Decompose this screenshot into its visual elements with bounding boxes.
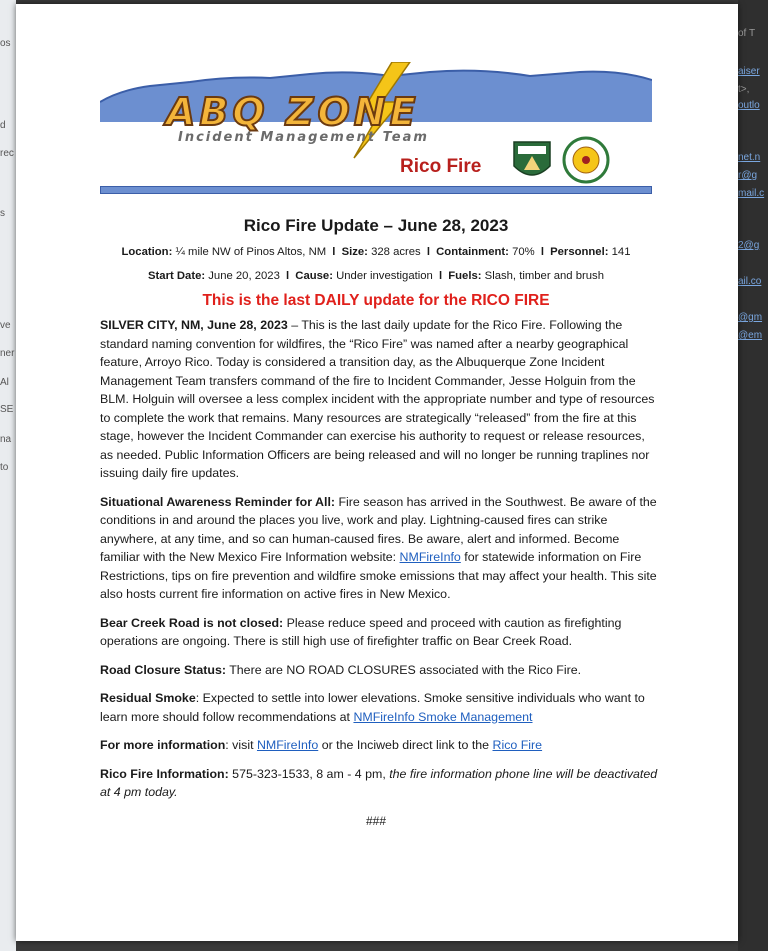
paragraph-fire-information: [100, 765, 658, 802]
background-link[interactable]: @gm: [738, 312, 763, 323]
paragraph-residual-smoke: [100, 689, 658, 726]
paragraph-text: Please reduce speed and proceed with caution as firefighting operations are ongoing. There is still high use of firefighter traffic on Bear Creek Road.: [100, 615, 622, 648]
paragraph-text: 575-323-1533, 8 am - 4 pm,: [228, 766, 390, 781]
background-text: ner: [0, 348, 15, 359]
paragraph-road-closure: [100, 661, 658, 680]
background-text: os: [0, 38, 11, 49]
meta-value: Under investigation: [332, 270, 433, 282]
document-page: [16, 4, 738, 941]
forestry-division-seal-icon: [564, 138, 608, 182]
background-link[interactable]: net.n: [738, 152, 761, 163]
paragraph-lead: Road Closure Status:: [100, 662, 226, 677]
meta-value: June 20, 2023: [205, 270, 280, 282]
meta-label: Cause:: [295, 270, 333, 282]
meta-label: Location:: [121, 246, 173, 258]
background-text: t>,: [738, 84, 750, 95]
meta-value: ¼ mile NW of Pinos Altos, NM: [172, 246, 327, 258]
incident-meta-line-2: [100, 268, 652, 284]
meta-separator: l: [540, 246, 544, 258]
rico-fire-inciweb-link[interactable]: Rico Fire: [492, 738, 543, 752]
meta-label: Personnel:: [550, 246, 609, 258]
paragraph-text: There are NO ROAD CLOSURES associated with the Rico Fire.: [226, 662, 582, 677]
paragraph-text: or the Inciweb direct link to the: [318, 738, 493, 752]
end-mark: ###: [365, 813, 387, 828]
logo-title: ABQ ZONE: [166, 90, 420, 134]
background-text: s: [0, 208, 5, 219]
paragraph-lead: Bear Creek Road is not closed:: [100, 615, 284, 630]
background-link[interactable]: 2@g: [738, 240, 760, 251]
incident-meta-line-1: [100, 244, 652, 260]
header-banner: [100, 62, 652, 194]
paragraph-text: : Expected to settle into lower elevations. Smoke sensitive individuals who want to learn more should follow recommendations at: [100, 691, 645, 724]
fire-name-heading: Rico Fire: [400, 156, 482, 177]
paragraph-text: : visit: [225, 738, 257, 752]
paragraph-text: Fire season has arrived in the Southwest. Be aware of the conditions in and around the places you live, work and play. Lightning-caused fires can strike anywhere, at any time, and so can human-caused fires. Be aware, alert and informed. Become familiar with the New Mexico Fire Information website:: [100, 494, 657, 564]
paragraph-lead: Rico Fire Information:: [100, 766, 229, 781]
paragraph-more-info: [100, 736, 658, 755]
background-text: d: [0, 120, 6, 131]
meta-separator: l: [332, 246, 336, 258]
paragraph-italic-note: the fire information phone line will be deactivated at 4 pm today.: [100, 766, 658, 799]
background-text: ve: [0, 320, 11, 331]
background-window-left: [0, 0, 16, 951]
banner-bar: [100, 186, 652, 194]
paragraph-lead: For more information: [100, 738, 226, 752]
nmfireinfo-link[interactable]: NMFireInfo: [256, 738, 319, 752]
paragraph-summary: [100, 316, 658, 483]
meta-label: Fuels:: [448, 270, 482, 282]
background-link[interactable]: @em: [738, 330, 763, 341]
nmfireinfo-link[interactable]: NMFireInfo: [399, 550, 461, 564]
paragraph-bear-creek-road: [100, 614, 658, 651]
meta-label: Size:: [341, 246, 368, 258]
meta-value: Slash, timber and brush: [481, 270, 604, 282]
last-update-notice: This is the last DAILY update for the RICO FIRE: [202, 292, 550, 309]
background-link[interactable]: r@g: [738, 170, 758, 181]
smoke-management-link[interactable]: NMFireInfo Smoke Management: [353, 709, 533, 724]
background-window-right: [738, 0, 768, 951]
forest-service-badge-icon: [514, 142, 550, 175]
paragraph-lead: SILVER CITY, NM, June 28, 2023: [100, 318, 288, 332]
background-text: to: [0, 462, 9, 473]
background-link[interactable]: mail.c: [738, 188, 765, 199]
background-link[interactable]: aiser: [738, 66, 760, 77]
background-text: of T: [738, 28, 756, 39]
paragraph-situational-awareness: [100, 493, 658, 604]
meta-value: 328 acres: [367, 246, 421, 258]
background-text: Al: [0, 377, 9, 388]
background-link[interactable]: ail.co: [738, 276, 762, 287]
paragraph-text: for statewide information on Fire Restrictions, tips on fire prevention and wildfire smoke emissions that may affect your health. This site also hosts current fire information on active fires in New Mexico.: [100, 550, 657, 601]
meta-value: 70%: [508, 246, 535, 258]
paragraph-lead: Situational Awareness Reminder for All:: [100, 494, 336, 509]
meta-separator: l: [438, 270, 443, 282]
paragraph-text: – This is the last daily update for the Rico Fire. Following the standard naming convention for wildfires, the “Rico Fire” was named after a nearby geographical feature, Arroyo Rico. Today is considered a transition day, as the Albuquerque Zone Incident Management Team transfers command of the fire to Incident Commander, Jesse Holguin from the BLM. Holguin will oversee a less complex incident with the appropriate number and type of resources to complete the work that remains. Many resources are strategically “released” from the fire at this stage, however the Incident Commander can exercise his authority to request or release resources, as needed. Public Information Officers are being released and will no longer be running traplines nor issuing daily fire updates.: [100, 318, 655, 480]
meta-label: Containment:: [436, 246, 509, 258]
paragraph-lead: Residual Smoke: [100, 691, 196, 705]
update-title: Rico Fire Update – June 28, 2023: [243, 216, 509, 235]
background-text: SE: [0, 404, 14, 415]
meta-label: Start Date:: [148, 270, 206, 282]
meta-value: 141: [608, 246, 631, 258]
logo-subtitle: Incident Management Team: [178, 130, 429, 145]
document-body: [100, 62, 658, 828]
meta-separator: l: [426, 246, 430, 258]
meta-separator: l: [286, 270, 290, 282]
background-text: rec: [0, 148, 14, 159]
background-text: na: [0, 434, 12, 445]
background-link[interactable]: outlo: [738, 100, 760, 111]
